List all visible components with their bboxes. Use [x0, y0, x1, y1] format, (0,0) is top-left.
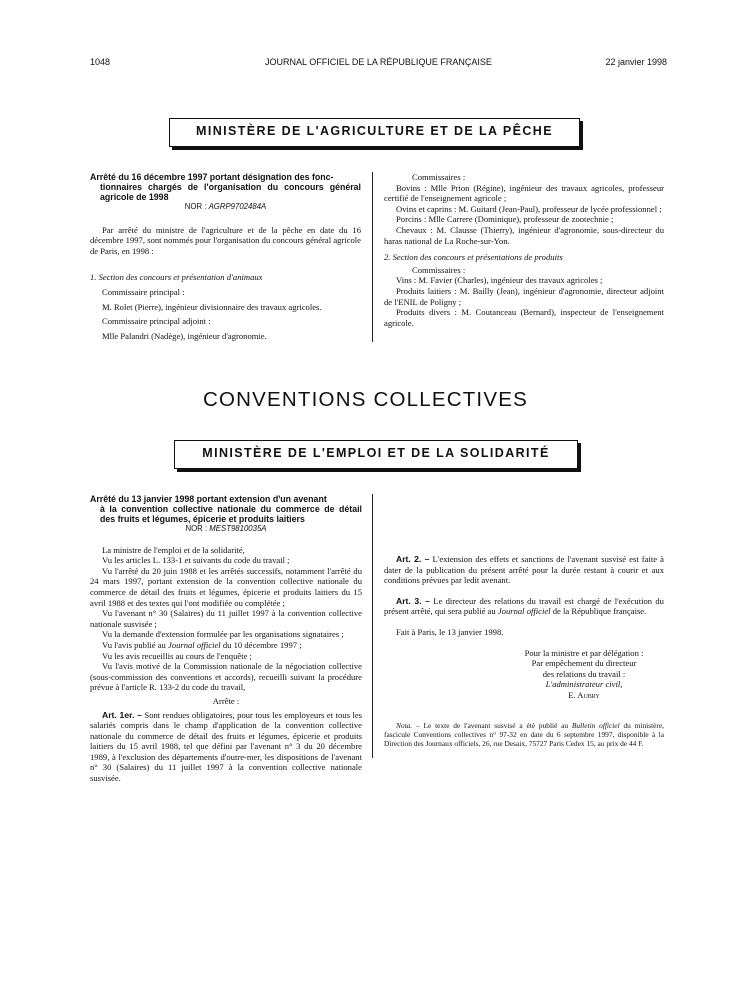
vins-line: Vins : M. Favier (Charles), ingénieur des travaux agricoles ; [396, 275, 603, 286]
ministry-emploi-box [174, 440, 578, 469]
decree2-vu-6: Vu les avis recueillis au cours de l'enquête ; [102, 650, 252, 661]
decree1-section1-title: 1. Section des concours et présentation d'animaux [90, 272, 263, 283]
decree2-article2: Art. 2. – L'extension des effets et sanctions de l'avenant susvisé est faite à dater de la publication du présent arrêté pour la durée restant à courir et aux conditions prévues par ledit avenant. [384, 554, 664, 586]
decree2-article3: Art. 3. – Le directeur des relations du travail est chargé de l'exécution du présent arrêté, qui sera publié au Journal officiel de la République française. [384, 595, 664, 617]
decree2-vu-1: Vu les articles L. 133-1 et suivants du code du travail ; [102, 555, 290, 566]
ministry-agriculture-box [169, 118, 580, 147]
decree2-vu-3: Vu l'avenant n° 30 (Salaires) du 11 juillet 1997 à la convention collective nationale susvisée ; [90, 608, 362, 629]
section1-left-column [90, 172, 361, 341]
comm-principal-name: M. Rolet (Pierre), ingénieur divisionnaire des travaux agricoles. [102, 301, 322, 312]
decree2-vu-4: Vu la demande d'extension formulée par les organisations signataires ; [102, 629, 344, 640]
comm-adjoint-name: Mlle Palandri (Nadège), ingénieur d'agronomie. [102, 330, 267, 341]
decree2-vu-5: Vu l'avis publié au Journal officiel du 10 décembre 1997 ; [102, 639, 302, 650]
commissaires-label: Commissaires : [412, 172, 466, 182]
decree2-note: Nota. – Le texte de l'avenant susvisé a été publié au Bulletin officiel du ministère, fascicule Conventions collectives n° 97-32 en date du 6 septembre 1997, disponible à la Direction des Journaux officiels, 26, rue Desaix, 75727 Paris Cedex 15, au prix de 44 F. [384, 720, 664, 748]
ministry-emploi-title: MINISTÈRE DE L'EMPLOI ET DE LA SOLIDARITÉ [202, 446, 550, 460]
page-header [90, 57, 667, 69]
decree2-vu-7: Vu l'avis motivé de la Commission nationale de la négociation collective (sous-commission des conventions et accords), recueilli suivant la procédure prévue à l'article R. 133-2 du code du travail, [90, 661, 362, 693]
conventions-collectives-heading: CONVENTIONS COLLECTIVES [203, 388, 528, 411]
comm-principal-label: Commissaire principal : [102, 286, 185, 297]
bovins-line: Bovins : Mlle Prion (Régine), ingénieur des travaux agricoles, professeur certifié de l'enseignement agricole ; [384, 182, 664, 204]
section2-right-column [384, 494, 664, 748]
decree2-arrete: Arrête : [212, 695, 240, 706]
divers-line: Produits divers : M. Coutanceau (Bernard), inspecteur de l'enseignement agricole. [384, 307, 664, 328]
column-divider [372, 172, 373, 342]
decree2-nor: NOR : MEST9810035A [185, 524, 267, 533]
laitiers-line: Produits laitiers : M. Bailly (Jean), ingénieur d'agronomie, directeur adjoint de l'ENIL de Poligny ; [384, 285, 664, 307]
decree2-fait: Fait à Paris, le 13 janvier 1998. [396, 626, 504, 637]
journal-title: JOURNAL OFFICIEL DE LA RÉPUBLIQUE FRANÇAISE [265, 57, 492, 67]
decree2-minister: La ministre de l'emploi et de la solidarité, [102, 544, 245, 555]
comm-adjoint-label: Commissaire principal adjoint : [102, 316, 211, 327]
ministry-agriculture-title: MINISTÈRE DE L'AGRICULTURE ET DE LA PÊCHE [196, 124, 553, 138]
commissaires2-label: Commissaires : [412, 264, 466, 275]
issue-date: 22 janvier 1998 [605, 57, 667, 67]
decree1-nor: NOR : AGRP9702484A [184, 202, 267, 211]
page-number: 1048 [90, 57, 111, 67]
decree2-article1: Art. 1er. – Sont rendues obligatoires, pour tous les employeurs et tous les salariés compris dans le champ d'application de la convention collective nationale du commerce de détail des fruits et légumes, épicerie et produits laitiers du 15 avril 1988, tel que défini par l'avenant n° 3 du 20 décembre 1989, à l'exclusion des départements d'outre-mer, les dispositions de l'avenant n° 30 (Salaires) du 11 juillet 1997 à la convention collective nationale susvisée. [90, 709, 362, 784]
section2-left-column [90, 494, 362, 784]
ovins-line: Ovins et caprins : M. Guitard (Jean-Paul), professeur de lycée professionnel ; [396, 203, 662, 214]
decree1-section2-title: 2. Section des concours et présentations de produits [384, 252, 563, 263]
decree2-title: Arrêté du 13 janvier 1998 portant extension d'un avenant à la convention collective nationale du commerce de détail des fruits et légumes, épicerie et produits laitiers [90, 494, 362, 524]
chevaux-line: Chevaux : M. Clausse (Thierry), ingénieur d'agronomie, sous-directeur du haras national de La Roche-sur-Yon. [384, 224, 664, 246]
decree1-intro: Par arrêté du ministre de l'agriculture et de la pêche en date du 16 décembre 1997, sont nommés pour l'organisation du concours général agricole de Paris, en 1998 : [90, 224, 361, 256]
column-divider-2 [372, 494, 373, 758]
decree1-title: Arrêté du 16 décembre 1997 portant désignation des fonc- tionnaires chargés de l'organisation du concours général agricole de 1998 [90, 172, 361, 202]
decree2-vu-2: Vu l'arrêté du 20 juin 1988 et les arrêtés successifs, notamment l'arrêté du 24 mars 1997, portant extension de la convention collective nationale du commerce de détail des fruits et légumes, épicerie et produits laitiers du 15 avril 1988 et des textes qui l'ont modifiée ou complétée ; [90, 565, 362, 608]
section1-right-column [384, 172, 664, 328]
decree2-signature: Pour la ministre et par délégation : Par empêchement du directeur des relations du travail : L'administrateur civil, E. Aubry [524, 647, 644, 700]
porcins-line: Porcins : Mlle Carrere (Dominique), professeur de zootechnie ; [396, 214, 614, 225]
